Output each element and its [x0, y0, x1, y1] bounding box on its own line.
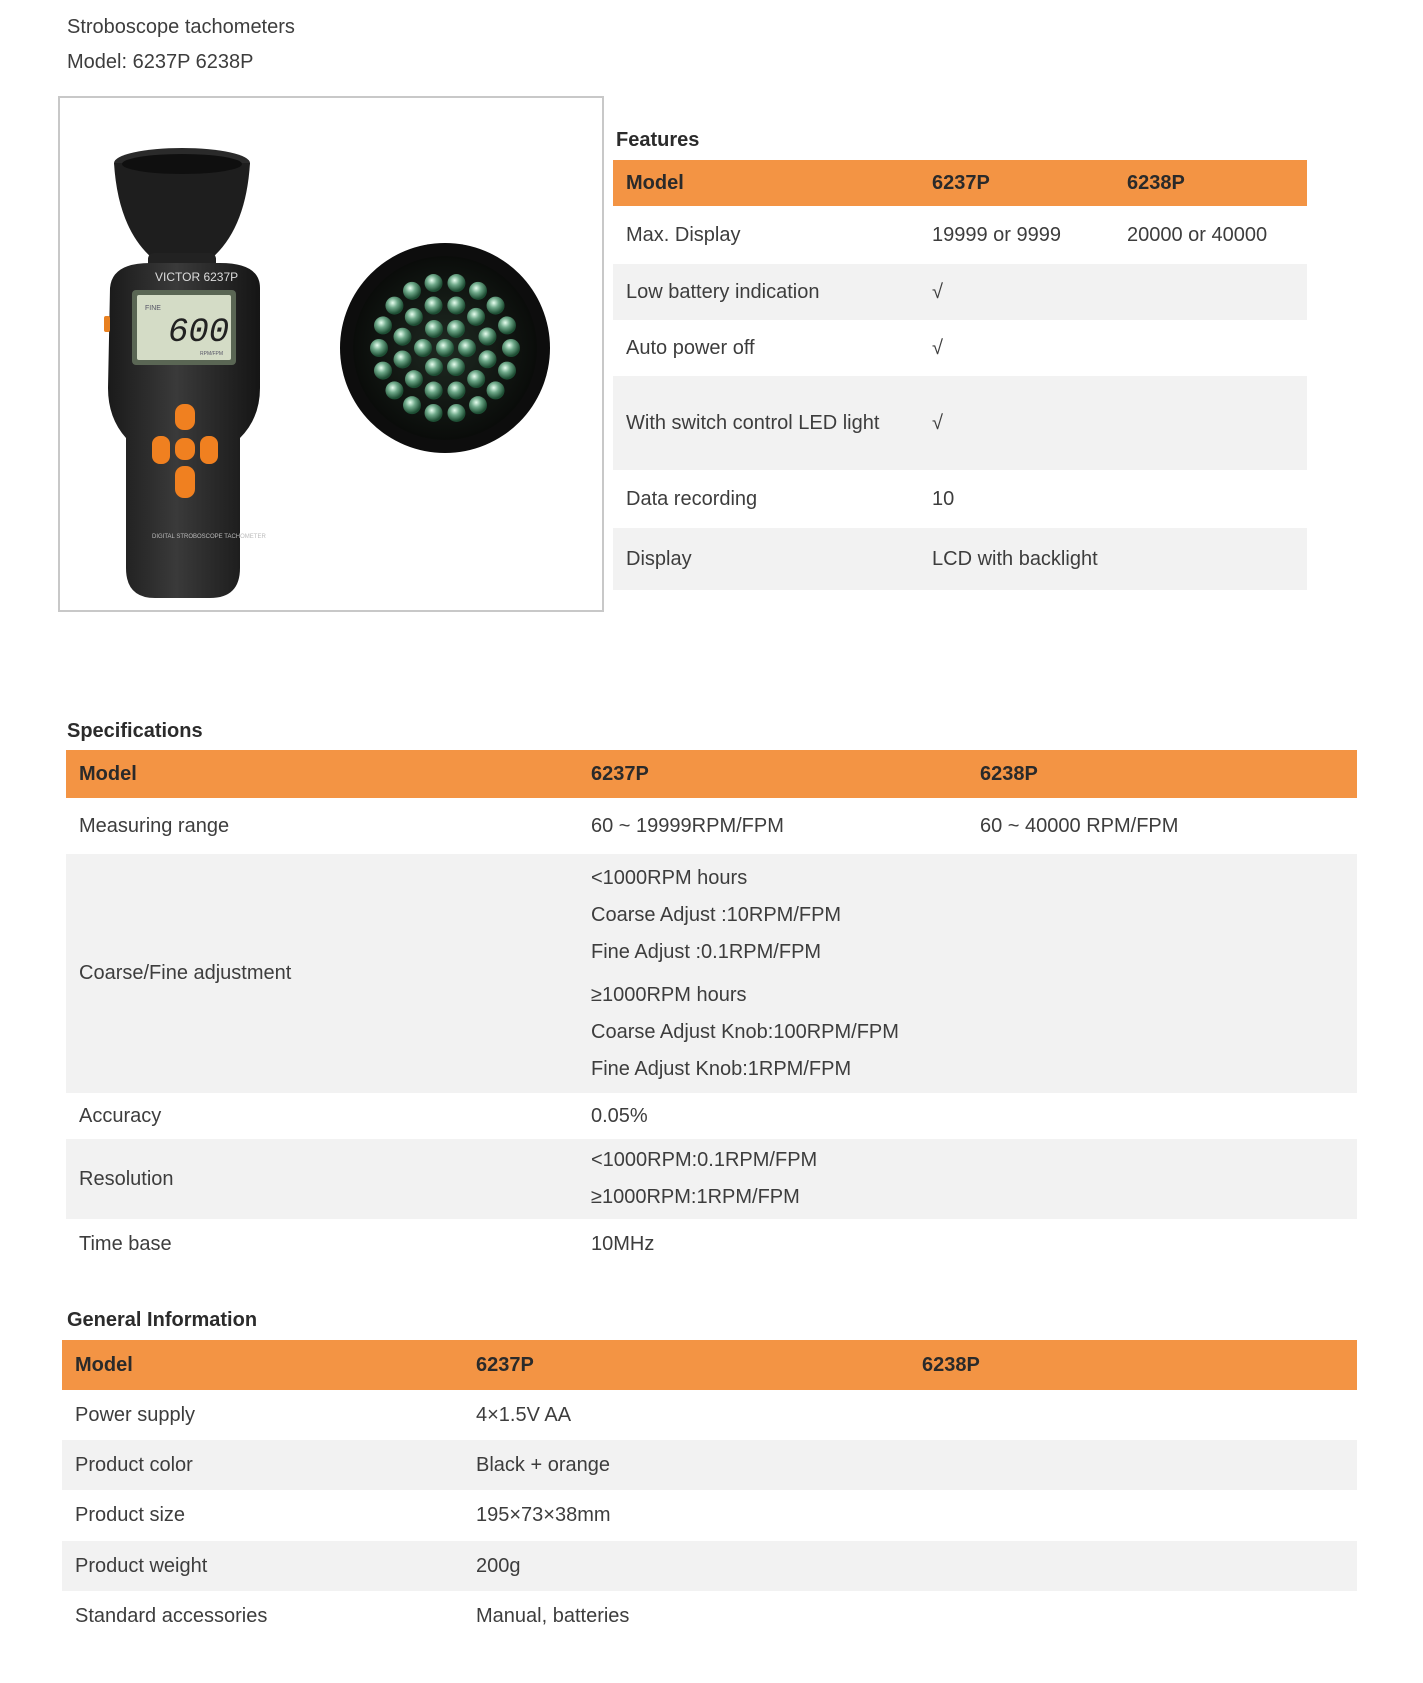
table-row: Max. Display 19999 or 9999 20000 or 40000 [626, 223, 1268, 246]
header-cell: 6237P [578, 750, 967, 798]
features-header-row [613, 160, 1307, 206]
header-cell: 6238P [1114, 160, 1307, 206]
product-photo [58, 96, 604, 612]
led-icon [425, 297, 443, 315]
header-cell: Model [66, 750, 578, 798]
lcd-reading: 600 [168, 314, 230, 352]
led-icon [414, 339, 432, 357]
led-icon [467, 308, 485, 326]
led-icon [425, 274, 443, 292]
led-icon [502, 339, 520, 357]
header-cell: 6238P [967, 750, 1357, 798]
svg-text:FINE: FINE [145, 305, 161, 312]
lamp-head [114, 163, 250, 258]
table-row: Data recording 10 [626, 487, 955, 510]
header-cell: 6238P [909, 1340, 1357, 1390]
led-icon [447, 404, 465, 422]
led-icon [487, 297, 505, 315]
table-row: Product size 195×73×38mm [75, 1504, 611, 1526]
led-icon [469, 396, 487, 414]
specifications-title: Specifications [67, 720, 203, 742]
led-icon [436, 339, 454, 357]
table-row: Standard accessories Manual, batteries [75, 1604, 630, 1627]
table-row: Product color Black + orange [62, 1440, 1357, 1490]
led-icon [467, 370, 485, 388]
led-icon [370, 339, 388, 357]
header-cell: 6237P [919, 160, 1114, 206]
led-icon [487, 381, 505, 399]
led-icon [478, 328, 496, 346]
led-icon [447, 320, 465, 338]
led-icon [385, 381, 403, 399]
led-icon [447, 274, 465, 292]
led-icon [425, 358, 443, 376]
led-icon [447, 381, 465, 399]
table-row: Power supply 4×1.5V AA [75, 1403, 572, 1426]
tachometer-illustration [60, 98, 602, 610]
brand-label: VICTOR 6237P [155, 270, 239, 284]
led-icon [447, 296, 465, 314]
table-row: With switch control LED light √ [613, 376, 1307, 470]
general-info-title: General Information [67, 1309, 258, 1331]
table-row: Resolution <1000RPM:0.1RPM/FPM ≥1000RPM:1RPM/FPM [66, 1139, 1357, 1219]
features-title: Features [616, 129, 700, 151]
table-row: Auto power off √ [626, 336, 943, 359]
specifications-header-row [66, 750, 1357, 798]
general-info-table [62, 1340, 1357, 1641]
led-icon [425, 382, 443, 400]
led-icon [469, 282, 487, 300]
led-icon [394, 350, 412, 368]
led-icon [425, 320, 443, 338]
led-icon [447, 358, 465, 376]
general-header-row [62, 1340, 1357, 1390]
header-cell: Model [613, 160, 919, 206]
table-row: Time base 10MHz [79, 1232, 655, 1255]
features-table [613, 160, 1307, 590]
header-cell: Model [62, 1340, 463, 1390]
led-icon [393, 328, 411, 346]
model-line: Model: 6237P 6238P [67, 51, 254, 73]
page-title: Stroboscope tachometers [67, 16, 295, 38]
led-icon [403, 282, 421, 300]
led-icon [405, 308, 423, 326]
table-row: Measuring range 60 ~ 19999RPM/FPM 60 ~ 40000 RPM/FPM [79, 814, 1179, 837]
table-row: Display LCD with backlight [613, 528, 1307, 590]
led-icon [374, 316, 392, 334]
led-icon [479, 350, 497, 368]
header-cell: 6237P [463, 1340, 909, 1390]
led-icon [498, 362, 516, 380]
specifications-table [66, 750, 1357, 1269]
svg-text:RPM/FPM: RPM/FPM [200, 351, 224, 357]
table-row: Product weight 200g [62, 1541, 1357, 1591]
table-row: Low battery indication √ [613, 264, 1307, 320]
resolution-values: <1000RPM:0.1RPM/FPM ≥1000RPM:1RPM/FPM [578, 1139, 1357, 1219]
device-label: DIGITAL STROBOSCOPE TACHOMETER [152, 534, 266, 540]
led-icon [385, 297, 403, 315]
table-row: Accuracy 0.05% [79, 1104, 648, 1127]
led-icon [374, 362, 392, 380]
led-icon [458, 339, 476, 357]
led-icon [405, 370, 423, 388]
led-array-view [340, 243, 550, 453]
table-row: Coarse/Fine adjustment <1000RPM hours Coarse Adjust :10RPM/FPM Fine Adjust :0.1RPM/FPM ≥1000RPM hours Coarse Adjust Knob:100RPM/FPM Fine Adjust Knob:1RPM/FPM [66, 854, 1357, 1093]
led-icon [425, 404, 443, 422]
led-icon [498, 316, 516, 334]
led-icon [403, 396, 421, 414]
coarse-fine-values: <1000RPM hours Coarse Adjust :10RPM/FPM Fine Adjust :0.1RPM/FPM ≥1000RPM hours Coarse Adjust Knob:100RPM/FPM Fine Adjust Knob:1RPM/FPM [578, 854, 1357, 1093]
